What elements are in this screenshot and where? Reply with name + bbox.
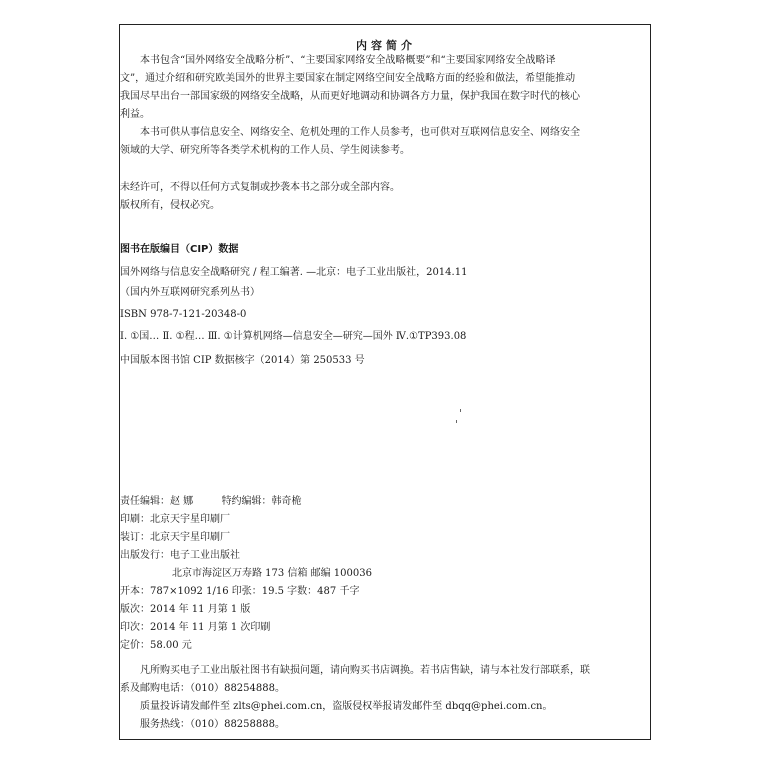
complaint-email-line: 质量投诉请发邮件至 zlts@phei.com.cn，盗版侵权举报请发邮件至 dbqq@phei.com.cn。 <box>140 701 553 712</box>
binding-value: 北京天宇星印刷厂 <box>150 532 230 543</box>
printing-label: 印次： <box>120 622 150 633</box>
speck <box>456 420 457 423</box>
rights-reserved: 版权所有，侵权必究。 <box>120 200 220 211</box>
copyright-notice: 未经许可，不得以任何方式复制或抄袭本书之部分或全部内容。 <box>120 182 400 193</box>
speck <box>460 409 461 412</box>
copyright-page <box>119 24 651 740</box>
publisher-value: 电子工业出版社 <box>170 550 240 561</box>
publisher-label: 出版发行： <box>120 550 170 561</box>
cip-record-number: 中国版本图书馆 CIP 数据核字（2014）第 250533 号 <box>120 355 365 366</box>
intro-paragraph-2-line-2: 领域的大学、研究所等各类学术机构的工作人员、学生阅读参考。 <box>120 145 410 156</box>
editor-label: 责任编辑： <box>120 496 170 507</box>
special-editor-label: 特约编辑： <box>221 496 272 507</box>
publisher-address: 北京市海淀区万寿路 173 信箱 邮编 100036 <box>172 568 372 579</box>
editor-row <box>120 495 302 509</box>
printing-value: 2014 年 11 月第 1 次印刷 <box>150 622 271 633</box>
edition-label: 版次： <box>120 604 150 615</box>
format-value: 787×1092 1/16 印张：19.5 字数：487 千字 <box>150 586 360 597</box>
price-label: 定价： <box>120 640 150 651</box>
intro-title: 内容简介 <box>356 39 416 52</box>
service-hotline: 服务热线：（010）88258888。 <box>140 719 285 730</box>
isbn: ISBN 978-7-121-20348-0 <box>120 309 247 320</box>
intro-paragraph-1-line-2: 文”，通过介绍和研究欧美国外的世界主要国家在制定网络空间安全战略方面的经验和做法，希望能推动 <box>120 73 576 84</box>
price-row <box>120 639 192 653</box>
print-label: 印刷： <box>120 514 150 525</box>
intro-paragraph-2-line-1: 本书可供从事信息安全、网络安全、危机处理的工作人员参考，也可供对互联网信息安全、网络安全 <box>140 127 580 138</box>
classification: Ⅰ. ①国… Ⅱ. ①程… Ⅲ. ①计算机网络—信息安全—研究—国外 Ⅳ.①TP393.08 <box>120 331 467 342</box>
cip-heading: 图书在版编目（CIP）数据 <box>120 244 239 255</box>
intro-paragraph-1-line-3: 我国尽早出台一部国家级的网络安全战略，从而更好地调动和协调各方力量，保护我国在数字时代的核心 <box>120 91 580 102</box>
print-row <box>120 513 230 527</box>
format-label: 开本： <box>120 586 150 597</box>
intro-paragraph-1-line-1: 本书包含“国外网络安全战略分析”、“主要国家网络安全战略概要”和“主要国家网络安全战略译 <box>140 55 556 66</box>
printing-row <box>120 621 270 635</box>
cip-title-line: 国外网络与信息安全战略研究 / 程工编著. —北京：电子工业出版社，2014.11 <box>120 267 468 278</box>
edition-value: 2014 年 11 月第 1 版 <box>150 604 251 615</box>
price-value: 58.00 元 <box>150 640 192 651</box>
editor-value: 赵 娜 <box>170 496 194 507</box>
notice-line-1: 凡所购买电子工业出版社图书有缺损问题，请向购买书店调换。若书店售缺，请与本社发行部联系，联 <box>140 665 590 676</box>
format-row <box>120 585 359 599</box>
binding-row <box>120 531 230 545</box>
notice-line-2: 系及邮购电话：（010）88254888。 <box>120 683 285 694</box>
special-editor-value: 韩奇桅 <box>271 496 302 507</box>
binding-label: 装订： <box>120 532 150 543</box>
edition-row <box>120 603 250 617</box>
intro-paragraph-1-line-4: 利益。 <box>120 109 150 120</box>
cip-series-line: （国内外互联网研究系列丛书） <box>120 287 260 298</box>
print-value: 北京天宇星印刷厂 <box>150 514 230 525</box>
publisher-row <box>120 549 240 563</box>
